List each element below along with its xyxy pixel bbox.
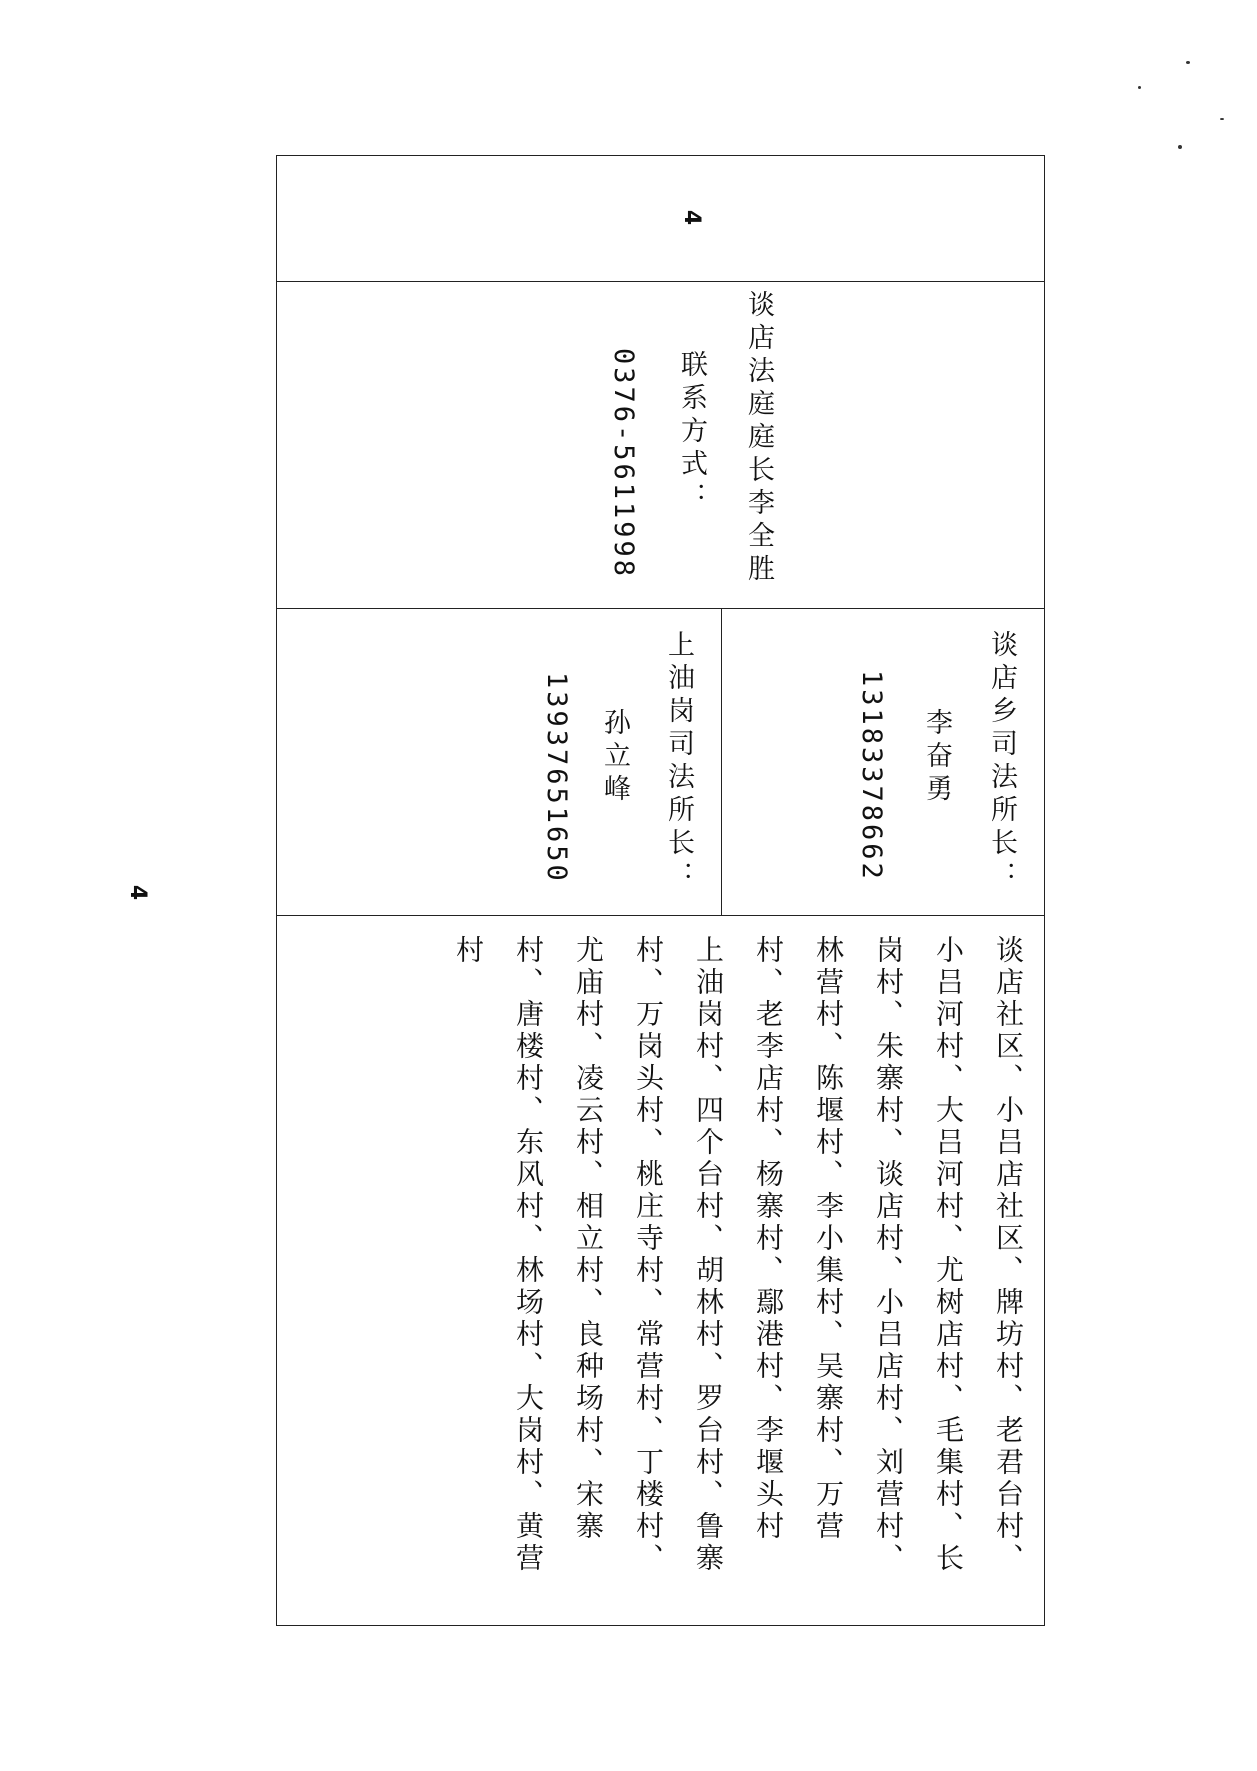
office-title: 谈店乡司法所长：	[986, 630, 1017, 894]
village-group: 谈店社区、小吕店社区、牌坊村、老君台村、小吕河村、大吕河村、尤树店村、毛集村、长岗村、朱寨村、谈店村、小吕店村、刘营村、林营村、陈堰村、李小集村、吴寨村、万营村、老李店村、杨寨村、鄢港村、李堰头村	[752, 935, 1025, 1575]
office-head-name: 李奋勇	[921, 708, 952, 807]
table-divider	[721, 608, 722, 915]
court-phone: 0376-5611998	[608, 348, 639, 580]
page-number: 4	[125, 884, 151, 901]
row-index: 4	[679, 209, 705, 226]
scan-speck	[1186, 61, 1190, 64]
scan-speck	[1178, 145, 1182, 149]
office-phone: 13183378662	[856, 670, 887, 882]
office-head-name: 孙立峰	[599, 708, 630, 807]
table-divider	[276, 608, 1045, 609]
scan-speck	[1138, 86, 1141, 89]
court-contact-label: 联系方式：	[676, 350, 707, 515]
scan-speck	[1220, 118, 1224, 120]
table-divider	[276, 915, 1045, 916]
village-group: 上油岗村、四个台村、胡林村、罗台村、鲁寨村、万岗头村、桃庄寺村、常营村、丁楼村、尤庙村、凌云村、相立村、良种场村、宋寨村、唐楼村、东风村、林场村、大岗村、黄营村	[452, 935, 725, 1575]
office-phone: 13937651650	[541, 672, 572, 884]
table-divider	[276, 281, 1045, 282]
court-head-title: 谈店法庭庭长李全胜	[743, 290, 774, 587]
village-list	[452, 935, 1038, 1605]
office-title: 上油岗司法所长：	[663, 630, 694, 894]
